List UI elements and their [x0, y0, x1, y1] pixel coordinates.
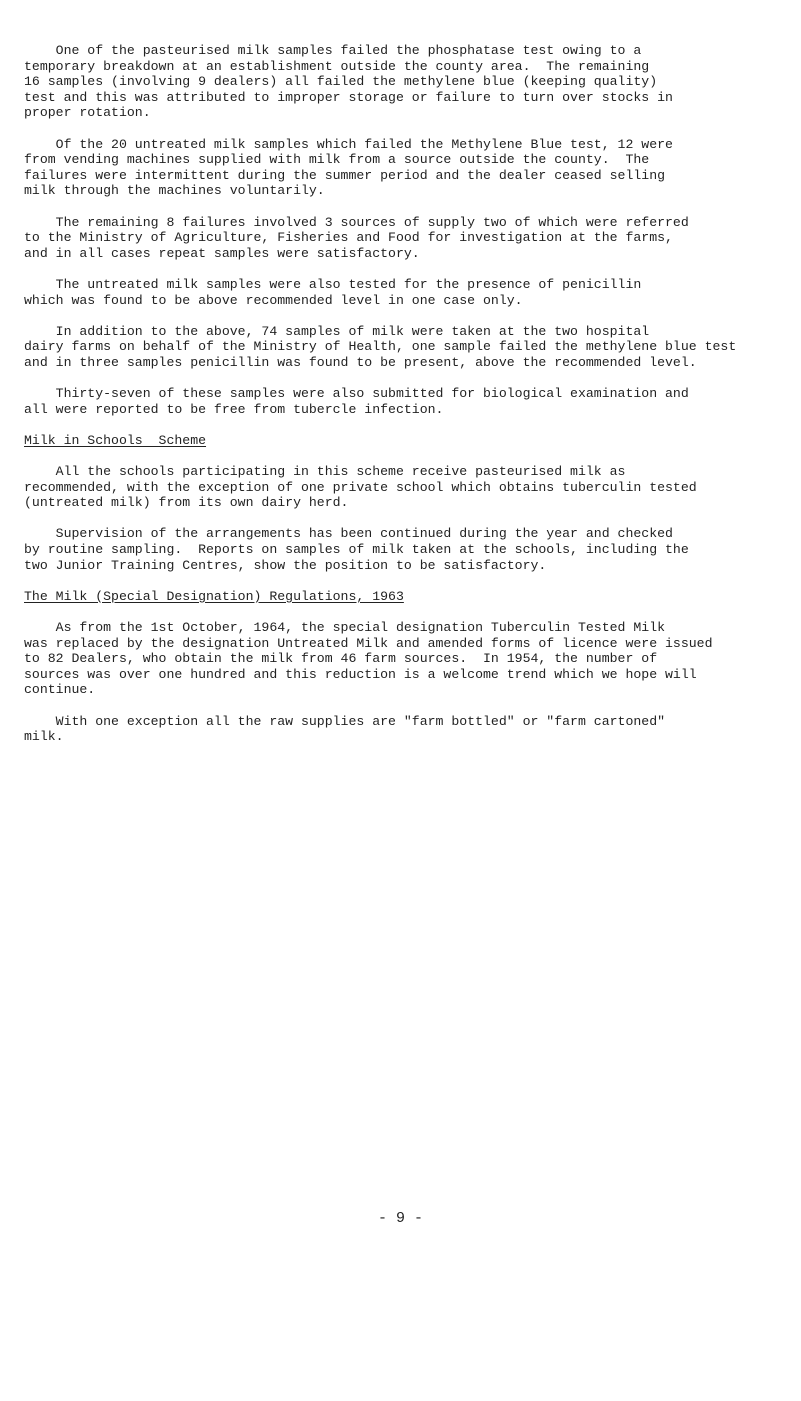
paragraph-raw-supplies: With one exception all the raw supplies are "farm bottled" or "farm cartoned" milk. — [24, 713, 666, 745]
body-text — [24, 43, 801, 745]
paragraph-phosphatase: One of the pasteurised milk samples failed the phosphatase test owing to a temporary breakdown at an establishment outside the county area. The remaining 16 samples (involving 9 dealers) all failed the methylene blue (keeping quality) test and this was attributed to improper storage or failure to turn over stocks in proper rotation. — [24, 43, 673, 121]
paragraph-untreated-failures: Of the 20 untreated milk samples which failed the Methylene Blue test, 12 were from vending machines supplied with milk from a source outside the county. The failures were intermittent during the summer period and the dealer ceased selling milk through the machines voluntarily. — [24, 136, 673, 199]
paragraph-schools-scheme: All the schools participating in this scheme receive pasteurised milk as recommended, with the exception of one private school which obtains tuberculin tested (untreated milk) from its own dairy herd. — [24, 464, 697, 511]
page-number: - 9 - — [377, 1210, 423, 1227]
paragraph-biological-exam: Thirty-seven of these samples were also submitted for biological examination and all were reported to be free from tubercle infection. — [24, 386, 689, 417]
paragraph-supervision: Supervision of the arrangements has been continued during the year and checked by routine sampling. Reports on samples of milk taken at the schools, including the two Junior Training Centres, show the position to be satisfactory. — [24, 526, 689, 573]
paragraph-remaining-failures: The remaining 8 failures involved 3 sources of supply two of which were referred to the Ministry of Agriculture, Fisheries and Food for investigation at the farms, and in all cases repeat samples were satisfactory. — [24, 214, 689, 261]
section-heading-milk-regulations: The Milk (Special Designation) Regulations, 1963 — [24, 588, 404, 604]
paragraph-special-designation: As from the 1st October, 1964, the special designation Tuberculin Tested Milk was replaced by the designation Untreated Milk and amended forms of licence were issued to 82 Dealers, who obtain the milk from 46 farm sources. In 1954, the number of sources was over one hundred and this reduction is a welcome trend which we hope will continue. — [24, 619, 713, 698]
paragraph-penicillin: The untreated milk samples were also tested for the presence of penicillin which was found to be above recommended level in one case only. — [24, 276, 642, 308]
paragraph-hospital-dairy: In addition to the above, 74 samples of milk were taken at the two hospital dairy farms on behalf of the Ministry of Health, one sample failed the methylene blue test and in three samples penicillin was found to be present, above the recommended level. — [24, 323, 737, 370]
section-heading-milk-in-schools: Milk in Schools Scheme — [24, 432, 207, 448]
